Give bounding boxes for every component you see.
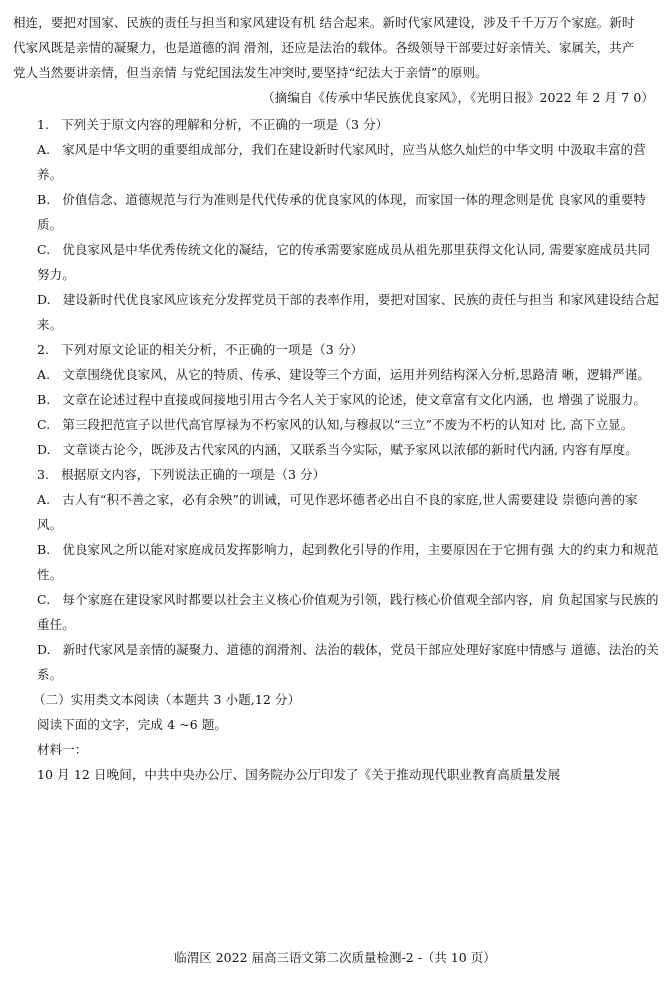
option-letter: C. <box>37 242 51 257</box>
intro-line-3: 党人当然要讲亲情，但当亲情 与党纪国法发生冲突时,要坚持“纪法大于亲情”的原则。 <box>13 65 488 80</box>
q1-option-b <box>13 187 660 237</box>
option-text: 文章围绕优良家风，从它的特质、传承、建设等三个方面，运用并列结构深入分析,思路清 晰，逻辑严谨。 <box>62 367 650 382</box>
source-citation: （摘编自《传承中华民族优良家风》，《光明日报》2022 年 2 月 7 0） <box>262 90 654 105</box>
q1-option-c <box>13 237 660 287</box>
option-letter: D. <box>37 442 51 457</box>
intro-line-2: 代家风既是亲情的凝聚力，也是道德的润 滑剂，还应是法治的载体。各级领导干部要过好亲情关、家属关，共产 <box>13 40 635 55</box>
section-2-title: （二）实用类文本阅读（本题共 3 小题,12 分） <box>33 692 301 707</box>
option-letter: D. <box>37 642 51 657</box>
q1-option-a <box>13 137 660 187</box>
option-letter: A. <box>37 367 51 382</box>
question-2-stem <box>13 337 660 362</box>
q2-option-a <box>13 362 660 387</box>
option-text: 建设新时代优良家风应该充分发挥党员干部的表率作用，要把对国家、民族的责任与担当 和家风建设结合起来。 <box>37 292 660 332</box>
question-3-stem <box>13 462 660 487</box>
q1-option-d <box>13 287 660 337</box>
option-letter: C. <box>37 417 51 432</box>
question-1-stem <box>13 112 660 137</box>
question-2-text: 下列对原文论证的相关分析，不正确的一项是（3 分） <box>61 342 364 357</box>
option-text: 优良家风之所以能对家庭成员发挥影响力，起到教化引导的作用，主要原因在于它拥有强 大的约束力和规范性。 <box>37 542 659 582</box>
q2-option-d <box>13 437 660 462</box>
question-1-text: 下列关于原文内容的理解和分析，不正确的一项是（3 分） <box>61 117 389 132</box>
option-text: 每个家庭在建设家风时都要以社会主义核心价值观为引领，践行核心价值观全部内容，肩 负起国家与民族的重任。 <box>37 592 659 632</box>
option-text: 家风是中华文明的重要组成部分，我们在建设新时代家风时，应当从悠久灿烂的中华文明 中汲取丰富的营养。 <box>37 142 646 182</box>
question-3-number: 3. <box>37 467 50 482</box>
option-letter: C. <box>37 592 51 607</box>
option-letter: A. <box>37 142 51 157</box>
reading-instruction: 阅读下面的文字，完成 4 ~6 题。 <box>37 717 228 732</box>
option-text: 文章谈古论今，既涉及古代家风的内涵，又联系当今实际，赋予家风以浓郁的新时代内涵, 内容有厚度。 <box>62 442 638 457</box>
question-3-text: 根据原文内容，下列说法正确的一项是（3 分） <box>61 467 326 482</box>
option-text: 文章在论述过程中直接或间接地引用古今名人关于家风的论述，使文章富有文化内涵，也 增强了说服力。 <box>62 392 647 407</box>
option-letter: B. <box>37 392 51 407</box>
q3-option-b <box>13 537 660 587</box>
q2-option-b <box>13 387 660 412</box>
option-letter: B. <box>37 542 51 557</box>
q3-option-c <box>13 587 660 637</box>
option-text: 新时代家风是亲情的凝聚力、道德的润滑剂、法治的载体，党员干部应处理好家庭中情感与 道德、法治的关系。 <box>37 642 660 682</box>
q3-option-d <box>13 637 660 687</box>
intro-line-1: 相连，要把对国家、民族的责任与担当和家风建设有机 结合起来。新时代家风建设，涉及千千万万个家庭。新时 <box>13 15 635 30</box>
option-text: 古人有“积不善之家，必有余殃”的训诫，可见作恶坏德者必出自不良的家庭,世人需要建设 崇德向善的家风。 <box>37 492 638 532</box>
page-content <box>13 10 660 787</box>
option-text: 第三段把范宣子以世代高官厚禄为不朽家风的认知,与穆叔以“三立”不废为不朽的认知对 比, 高下立显。 <box>62 417 634 432</box>
q2-option-c <box>13 412 660 437</box>
page-footer: 临渭区 2022 届高三语文第二次质量检测-2 -（共 10 页） <box>174 950 496 965</box>
question-2-number: 2. <box>37 342 50 357</box>
material-first-line: 10 月 12 日晚间，中共中央办公厅、国务院办公厅印发了《关于推动现代职业教育高质量发展 <box>37 767 561 782</box>
material-label: 材料一： <box>37 742 88 757</box>
question-1-number: 1. <box>37 117 50 132</box>
option-letter: D. <box>37 292 51 307</box>
option-letter: A. <box>37 492 51 507</box>
q3-option-a <box>13 487 660 537</box>
option-letter: B. <box>37 192 51 207</box>
option-text: 价值信念、道德规范与行为准则是代代传承的优良家风的体现，而家国一体的理念则是优 良家风的重要特质。 <box>37 192 647 232</box>
option-text: 优良家风是中华优秀传统文化的凝结，它的传承需要家庭成员从祖先那里获得文化认同, 需要家庭成员共同努力。 <box>37 242 651 282</box>
